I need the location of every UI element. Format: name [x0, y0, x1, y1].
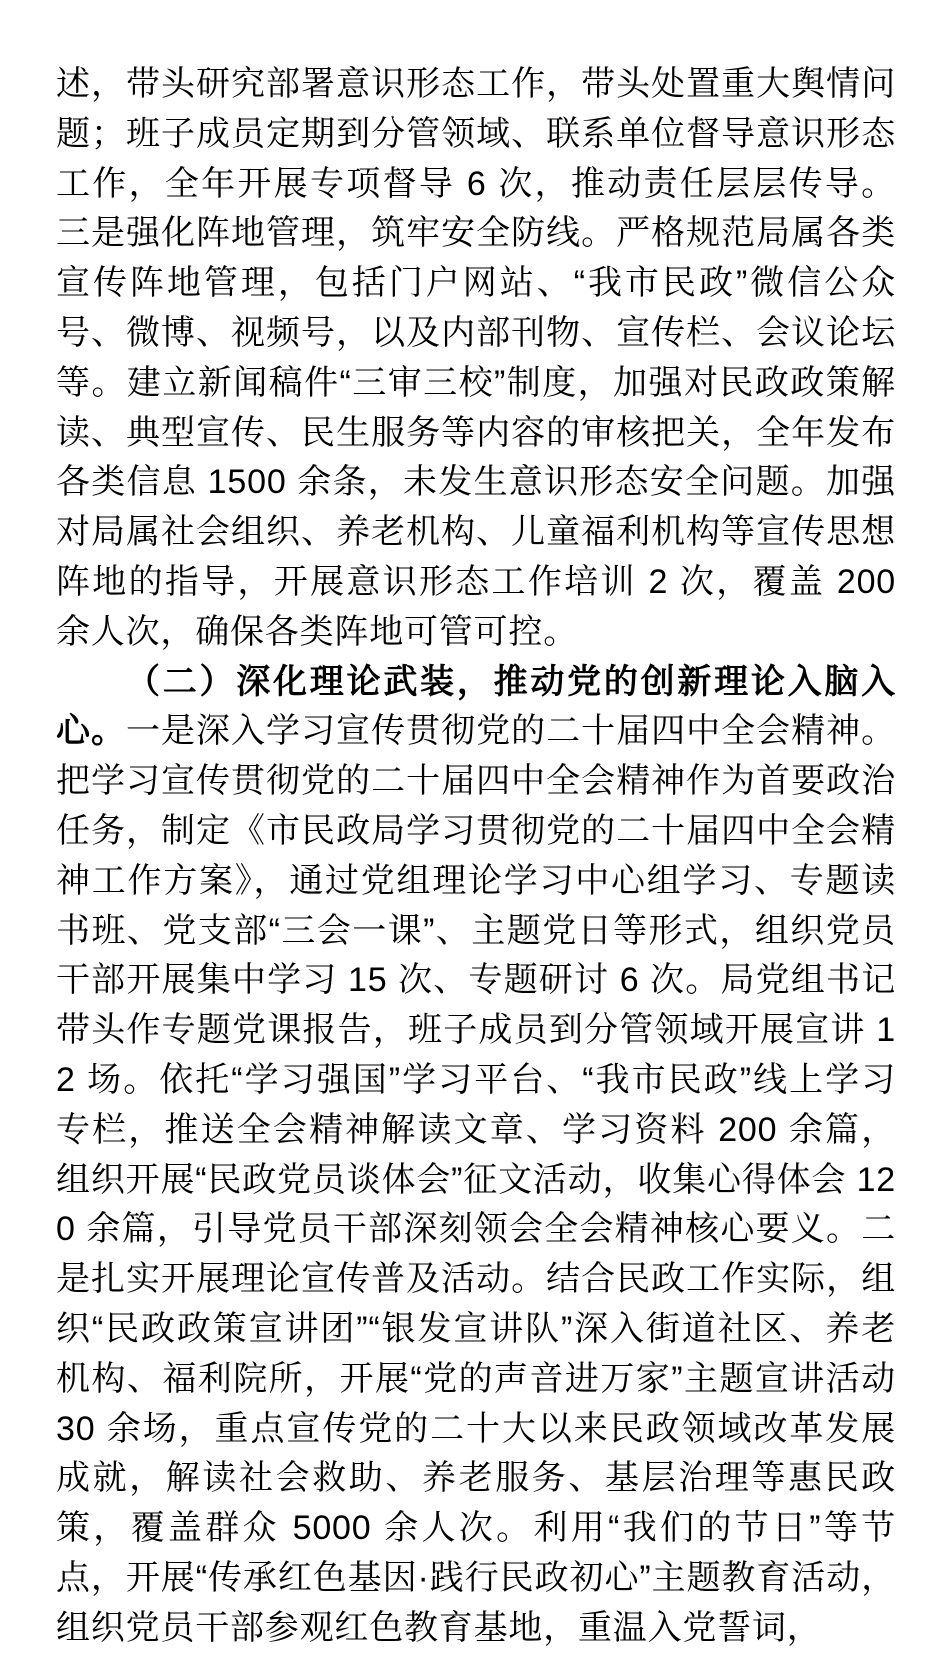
paragraph-continuation [56, 60, 896, 658]
body-text-run: 一是深入学习宣传贯彻党的二十届四中全会精神。把学习宣传贯彻党的二十届四中全会精神作为首要政治任务，制定《市民政局学习贯彻党的二十届四中全会精神工作方案》，通过党组理论学习中心组学习、专题读书班、党支部“三会一课”、主题党日等形式，组织党员干部开展集中学习 15 次、专题研讨 6 次。局党组书记带头作专题党课报告，班子成员到分管领域开展宣讲 12 场。依托“学习强国”学习平台、“我市民政”线上学习专栏，推送全会精神解读文章、学习资料 200 余篇，组织开展“民政党员谈体会”征文活动，收集心得体会 120 余篇，引导党员干部深刻领会全会精神核心要义。二是扎实开展理论宣传普及活动。结合民政工作实际，组织“民政政策宣讲团”“银发宣讲队”深入街道社区、养老机构、福利院所，开展“党的声音进万家”主题宣讲活动 30 余场，重点宣传党的二十大以来民政领域改革发展成就，解读社会救助、养老服务、基层治理等惠民政策，覆盖群众 5000 余人次。利用“我们的节日”等节点，开展“传承红色基因·践行民政初心”主题教育活动，组织党员干部参观红色教育基地，重温入党誓词， [56, 712, 896, 1647]
section-heading-run: （二）深化理论武装，推动党的创新理论入脑入心。 [56, 662, 896, 751]
body-text-run: 述，带头研究部署意识形态工作，带头处置重大舆情问题；班子成员定期到分管领域、联系单位督导意识形态工作，全年开展专项督导 6 次，推动责任层层传导。三是强化阵地管理，筑牢安全防线。严格规范局属各类宣传阵地管理，包括门户网站、“我市民政”微信公众号、微博、视频号，以及内部刊物、宣传栏、会议论坛等。建立新闻稿件“三审三校”制度，加强对民政政策解读、典型宣传、民生服务等内容的审核把关，全年发布各类信息 1500 余条，未发生意识形态安全问题。加强对局属社会组织、养老机构、儿童福利机构等宣传思想阵地的指导，开展意识形态工作培训 2 次，覆盖 200 余人次，确保各类阵地可管可控。 [56, 65, 896, 651]
paragraph-section-two [56, 658, 896, 1654]
